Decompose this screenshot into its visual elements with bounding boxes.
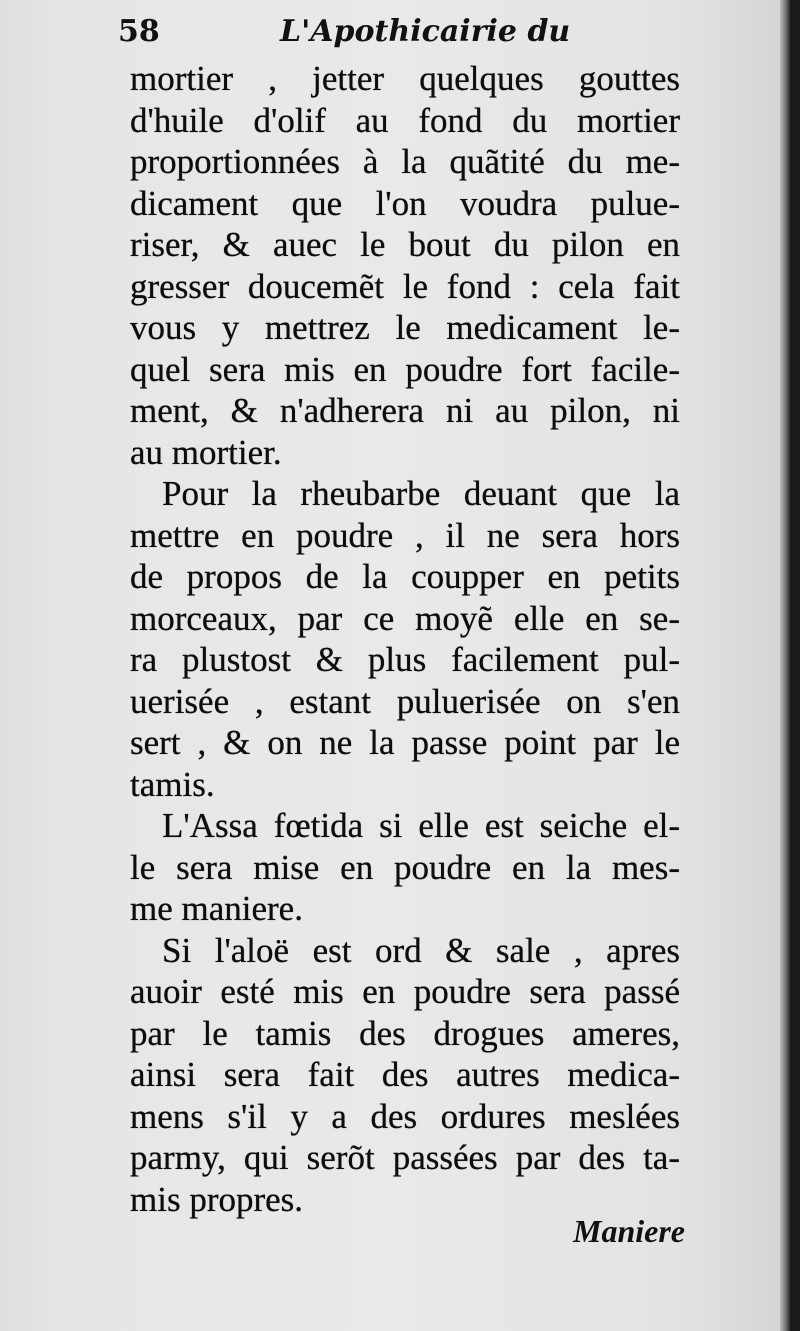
body-text [130,58,680,1220]
page-header [118,14,588,58]
page-number: 58 [118,14,160,49]
text-line: quel sera mis en poudre fort facile- [130,349,680,389]
text-line: uerisée , estant puluerisée on s'en [130,681,680,721]
text-line: tamis. [130,764,215,804]
text-line: par le tamis des drogues ameres, [130,1013,680,1053]
text-line: d'huile d'olif au fond du mortier [130,100,680,140]
text-line: au mortier. [130,432,282,472]
text-line: le sera mise en poudre en la mes- [130,847,680,887]
page-edge [780,0,790,1331]
text-line: mens s'il y a des ordures meslées [130,1096,680,1136]
text-line: ra plustost & plus facilement pul- [130,640,680,679]
text-line: L'Assa fœtida si elle est seiche el- [162,806,680,845]
catchword: Maniere [573,1213,685,1249]
text-line: dicament que l'on voudra pulue- [130,183,680,223]
text-line: mettre en poudre , il ne sera hors [130,515,680,555]
text-line: mortier , jetter quelques gouttes [130,59,680,98]
text-line: gresser doucemẽt le fond : cela fait [130,266,680,306]
text-line: auoir esté mis en poudre sera passé [130,972,680,1011]
running-title: L'Apothicairie du [280,14,571,49]
text-line: ainsi sera fait des autres medica- [130,1055,680,1094]
text-line: riser, & auec le bout du pilon en [130,225,680,264]
text-line: ment, & n'adherera ni au pilon, ni [130,391,680,430]
text-line: parmy, qui serõt passées par des ta- [130,1138,680,1177]
text-line: sert , & on ne la passe point par le [130,723,680,762]
text-line: Si l'aloë est ord & sale , apres [162,930,680,970]
text-line: proportionnées à la quãtité du me- [130,142,680,181]
text-line: Pour la rheubarbe deuant que la [162,474,680,513]
text-line: de propos de la coupper en petits [130,557,680,596]
text-line: me maniere. [130,889,303,928]
text-line: mis propres. [130,1179,304,1219]
text-line: vous y mettrez le medicament le- [130,308,680,347]
text-line: morceaux, par ce moyẽ elle en se- [130,598,680,638]
